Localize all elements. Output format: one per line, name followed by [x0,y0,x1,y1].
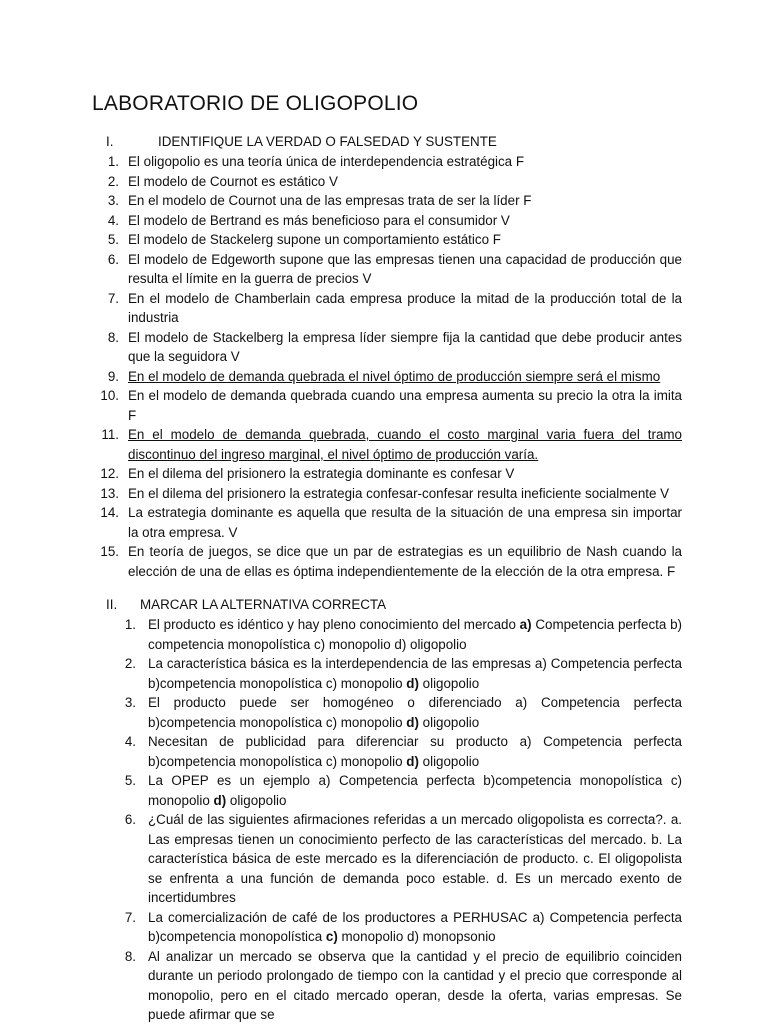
item-number: 15. [100,544,119,559]
list-item [92,386,682,425]
item-text-post: oligopolio [418,753,480,769]
item-number: 4. [107,212,119,228]
answer-marker: d) [406,675,419,691]
item-text: En el dilema del prisionero la estrategia confesar-confesar resulta ineficiente socialmente V [128,485,670,501]
item-number: 2. [107,173,119,189]
list-item [92,250,682,289]
list-item [92,654,682,693]
item-number: 3. [124,695,136,710]
item-number: 4. [124,734,136,749]
list-item [92,464,682,484]
answer-marker: d) [406,714,419,730]
item-text-post: Competencia perfecta b) competencia monopolística c) monopolio d) oligopolio [148,617,682,652]
item-text-pre: La comercialización de café de los productores a PERHUSAC a) Competencia perfecta b)competencia monopolística [148,909,682,944]
item-text: El oligopolio es una teoría única de interdependencia estratégica F [128,154,525,169]
item-text [148,771,682,810]
item-text-pre: ¿Cuál de las siguientes afirmaciones referidas a un mercado oligopolista es correcta?. a. Las empresas tienen un conocimiento perfecto de las características del mercado. b. La característica básica de este mercado es la diferenciación de producto. c. El oligopolista se enfrenta a una función de demanda poco estable. d. Es un mercado exento de incertidumbres [148,812,682,905]
item-number: 12. [100,466,119,481]
section-1-heading-text: IDENTIFIQUE LA VERDAD O FALSEDAD Y SUSTENTE [158,134,497,149]
item-number: 5. [107,232,119,247]
answer-marker: a) [519,617,532,632]
item-text: En el modelo de demanda quebrada cuando una empresa aumenta su precio la otra la imita F [128,388,682,423]
item-number: 2. [124,656,136,671]
item-text: El modelo de Edgeworth supone que las empresas tienen una capacidad de producción que resulta el límite en la guerra de precios V [128,251,682,286]
list-item [92,211,682,231]
list-item [92,328,682,367]
item-number: 6. [124,812,136,827]
answer-marker: d) [213,792,227,808]
item-text-pre: El producto puede ser homogéneo o diferenciado a) Competencia perfecta b)competencia monopolística c) monopolio [148,695,682,730]
item-text: En el modelo de demanda quebrada, cuando el costo marginal varia fuera del tramo discontinuo del ingreso marginal, el nivel óptimo de producción varía. [128,427,682,462]
item-text-pre: El producto es idéntico y hay pleno conocimiento del mercado [148,617,520,632]
list-item [92,810,682,908]
item-number: 7. [107,290,119,306]
item-text-pre: La OPEP es un ejemplo a) Competencia perfecta b)competencia monopolística c) monopolio [148,773,682,808]
list-item [92,367,682,387]
list-item [92,191,682,211]
answer-marker: c) [325,929,338,944]
list-item [92,732,682,771]
item-number: 8. [107,329,119,345]
section-2-heading [92,595,682,615]
item-number: 7. [124,909,136,925]
list-item [92,172,682,192]
item-text [148,654,682,693]
item-text-post: oligopolio [418,714,480,730]
section-1-heading [92,132,682,152]
item-text [148,947,682,1025]
item-text: El modelo de Stackelberg la empresa líder siempre fija la cantidad que debe producir antes que la seguidora V [128,329,682,364]
list-item [92,484,682,504]
list-item [92,152,682,172]
section-1-list [92,152,682,581]
item-text [148,810,682,908]
item-number: 9. [107,368,119,384]
section-2-heading-text: MARCAR LA ALTERNATIVA CORRECTA [140,597,387,612]
section-1-number: I. [106,134,114,149]
item-number: 3. [107,193,119,208]
item-number: 11. [101,427,119,442]
item-text-pre: La característica básica es la interdependencia de las empresas a) Competencia perfecta b)competencia monopolística c) monopolio [148,656,682,691]
section-2-list [92,615,682,1025]
item-text-pre: Necesitan de publicidad para diferenciar su producto a) Competencia perfecta b)competencia monopolística c) monopolio [148,734,682,769]
item-text: En el modelo de demanda quebrada el nivel óptimo de producción siempre será el mismo [128,368,661,384]
list-item [92,615,682,654]
list-item [92,289,682,328]
item-text [148,732,682,771]
item-text [148,908,682,947]
item-text: En el modelo de Cournot una de las empresas trata de ser la líder F [128,193,532,208]
item-text: En teoría de juegos, se dice que un par de estrategias es un equilibrio de Nash cuando la elección de una de ellas es óptima independientemente de la elección de la otra empresa. F [128,544,682,579]
item-text: El modelo de Cournot es estático V [128,173,338,189]
item-text: En el dilema del prisionero la estrategia dominante es confesar V [128,466,515,481]
item-number: 6. [107,251,119,267]
list-item [92,771,682,810]
item-number: 5. [124,773,136,788]
item-text-pre: Al analizar un mercado se observa que la cantidad y el precio de equilibrio coinciden durante un periodo prolongado de tiempo con la cantidad y el precio que corresponde al monopolio, pero en el citado mercado operan, desde la oferta, varias empresas. Se puede afirmar que se [148,948,682,1022]
item-text-post: monopolio d) monopsonio [337,929,496,944]
item-number: 10. [100,388,119,403]
item-text [148,615,682,654]
item-text-post: oligopolio [418,675,480,691]
list-item [92,947,682,1025]
list-item [92,542,682,581]
answer-marker: d) [406,753,419,769]
item-text: El modelo de Bertrand es más beneficioso para el consumidor V [128,212,510,228]
item-number: 1. [107,154,119,169]
item-number: 1. [124,617,136,632]
list-item [92,230,682,250]
item-number: 8. [124,948,136,964]
item-text: En el modelo de Chamberlain cada empresa produce la mitad de la producción total de la industria [128,290,682,325]
section-2-number: II. [106,597,118,612]
item-text [148,693,682,732]
list-item [92,908,682,947]
item-text: La estrategia dominante es aquella que resulta de la situación de una empresa sin importar la otra empresa. V [128,505,682,540]
item-number: 14. [100,505,119,520]
list-item [92,693,682,732]
item-text: El modelo de Stackelerg supone un comportamiento estático F [128,232,501,247]
item-number: 13. [100,485,119,501]
document-title: LABORATORIO DE OLIGOPOLIO [92,92,419,115]
list-item [92,425,682,464]
list-item [92,503,682,542]
item-text-post: oligopolio [226,792,287,808]
